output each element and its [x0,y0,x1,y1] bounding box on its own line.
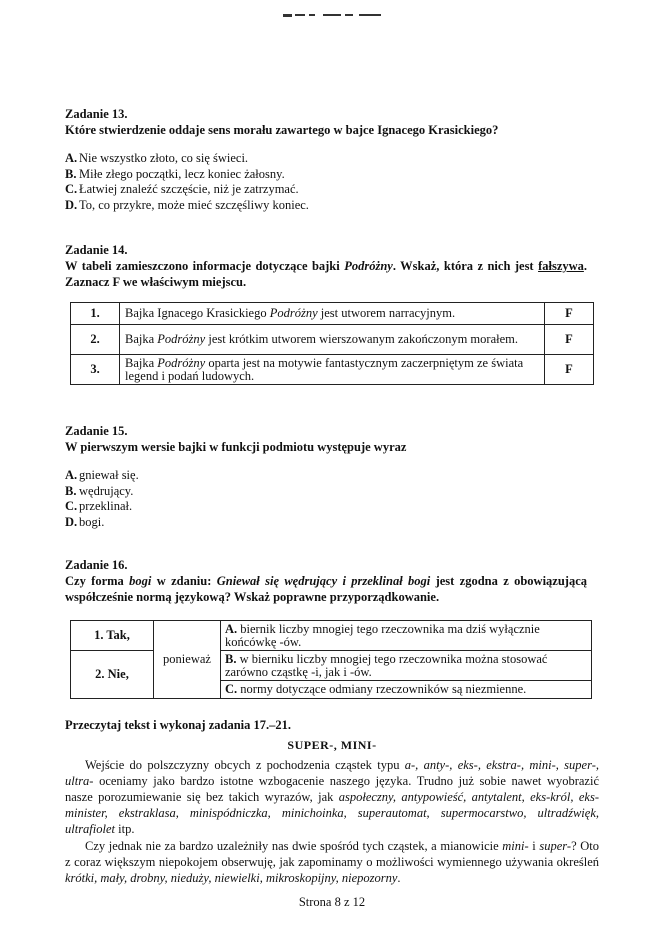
task16-table [70,620,592,699]
header-mark [283,14,381,17]
answer-cell[interactable]: F [545,355,594,385]
task13-title: Zadanie 13. [65,107,128,121]
reason-a[interactable]: A. biernik liczby mnogiej tego rzeczownika ma dziś wyłącznie końcówkę -ów. [221,621,592,651]
table-row [71,303,594,325]
task16-title: Zadanie 16. [65,558,128,572]
task13-options [65,151,605,213]
row-number: 3. [71,355,120,385]
task14-title: Zadanie 14. [65,243,128,257]
row-statement: Bajka Podróżny oparta jest na motywie fantastycznym zaczerpniętym ze świata legend i podań ludowych. [120,355,545,385]
task15-title: Zadanie 15. [65,424,128,438]
answer-cell[interactable]: F [545,325,594,355]
task16-question: Czy forma bogi w zdaniu: Gniewał się wędrujący i przeklinał bogi jest zgodna z obowiązującą współcześnie normą językową? Wskaż poprawne przyporządkowanie. [65,574,587,604]
reason-c[interactable]: C. normy dotyczące odmiany rzeczowników są niezmienne. [221,681,592,699]
answer-no[interactable]: 2. Nie, [71,651,154,699]
task13-question: Które stwierdzenie oddaje sens morału zawartego w bajce Ignacego Krasickiego? [65,123,499,137]
reason-b[interactable]: B. w bierniku liczby mnogiej tego rzeczownika można stosować zarówno cząstkę -i, jak i -ów. [221,651,592,681]
option-c: C. przeklinał. [65,499,133,513]
reading-heading: SUPER-, MINI- [287,738,377,752]
task15-options [65,468,605,530]
option-d: D. To, co przykre, może mieć szczęśliwy koniec. [65,197,309,212]
table-row [71,325,594,355]
table-row [71,651,592,681]
table-row [71,621,592,651]
task15-question: W pierwszym wersie bajki w funkcji podmiotu występuje wyraz [65,440,407,454]
option-a: A. gniewał się. [65,468,139,482]
option-d: D. bogi. [65,514,105,529]
row-statement: Bajka Ignacego Krasickiego Podróżny jest utworem narracyjnym. [120,303,545,325]
reading-paragraph-2: Czy jednak nie za bardzo uzależniły nas dwie spośród tych cząstek, a mianowicie mini- i super-? Oto z coraz większym niepokojem obserwuję, jak zapominamy o możliwości wymiennego używania określeń krótki, mały, drobny, niedużу, niewielki, mikroskopijny, niepozorny. [65,839,599,885]
row-number: 2. [71,325,120,355]
task14-question: W tabeli zamieszczono informacje dotyczące bajki Podróżny. Wskaż, która z nich jest fałszywa. Zaznacz F we właściwym miejscu. [65,259,588,289]
connector: ponieważ [154,621,221,699]
option-b: B. Miłe złego początki, lecz koniec żałosny. [65,166,285,181]
row-statement: Bajka Podróżny jest krótkim utworem wierszowanym zakończonym morałem. [120,325,545,355]
reading-paragraph-1: Wejście do polszczyzny obcych z pochodzenia cząstek typu a-, anty-, eks-, ekstra-, mini-, super-, ultra- oceniamy jako bardzo istotne wzbogacenie naszego języka. Trudno już sobie nawet wyobrazić nasze porozumiewanie się bez takich wyrazów, jak aspołeczny, antypowieść, antytalent, eks-król, eks-minister, ekstraklasa, minispódniczka, minichoinka, superautomat, supermocarstwo, ultradźwięk, ultrafiolet itp. [65,758,600,836]
page-footer: Strona 8 z 12 [298,895,366,909]
option-c: C. Łatwiej znaleźć szczęście, niż je zatrzymać. [65,182,299,196]
row-number: 1. [71,303,120,325]
reading-intro: Przeczytaj tekst i wykonaj zadania 17.–21. [65,718,292,732]
answer-yes[interactable]: 1. Tak, [71,621,154,651]
option-b: B. wędrujący. [65,483,134,498]
option-a: A. Nie wszystko złoto, co się świeci. [65,151,249,165]
table-row [71,355,594,385]
answer-cell[interactable]: F [545,303,594,325]
task14-table [70,302,594,385]
